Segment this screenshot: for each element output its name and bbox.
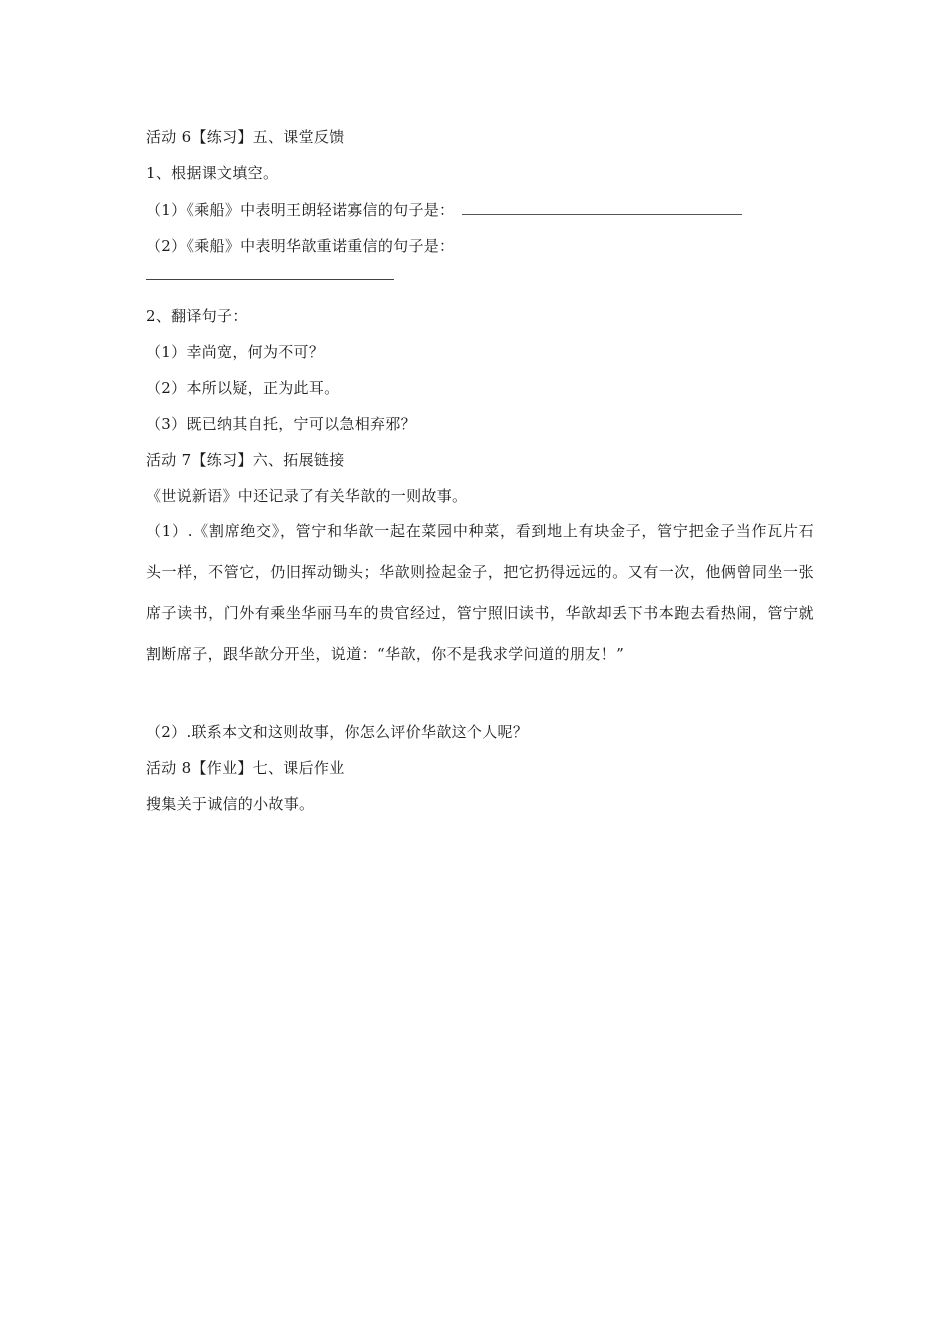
story-paragraph: （1）.《割席绝交》，管宁和华歆一起在菜园中种菜，看到地上有块金子，管宁把金子当作瓦片石头一样，不管它，仍旧挥动锄头；华歆则捡起金子，把它扔得远远的。又有一次，他俩曾同坐一张席子读书，门外有乘坐华丽马车的贵官经过，管宁照旧读书，华歆却丢下书本跑去看热闹，管宁就割断席子，跟华歆分开坐，说道：“华歆，你不是我求学问道的朋友！” [146, 522, 814, 663]
answer-blank-2[interactable] [146, 279, 394, 280]
q1-item1-text: （1）《乘船》中表明王朗轻诺寡信的句子是： [146, 201, 455, 219]
q2-item2: （2）本所以疑，正为此耳。 [146, 379, 340, 397]
answer-blank-1[interactable] [462, 202, 742, 215]
q1-item2-text: （2）《乘船》中表明华歆重诺重信的句子是： [146, 237, 455, 255]
q1-title: 1、根据课文填空。 [146, 164, 279, 182]
q2-item1: （1）幸尚宽，何为不可？ [146, 343, 325, 361]
activity7-heading: 活动 7【练习】六、拓展链接 [146, 451, 345, 469]
q2-item3: （3）既已纳其自托，宁可以急相弃邪？ [146, 415, 416, 433]
q1-item1-row [146, 200, 742, 220]
activity8-heading: 活动 8【作业】七、课后作业 [146, 759, 345, 777]
activity8-task: 搜集关于诚信的小故事。 [146, 795, 315, 813]
q2-title: 2、翻译句子： [146, 307, 248, 325]
activity7-question: （2）.联系本文和这则故事，你怎么评价华歆这个人呢？ [146, 723, 529, 741]
activity7-intro: 《世说新语》中还记录了有关华歆的一则故事。 [146, 487, 468, 505]
activity6-heading: 活动 6【练习】五、课堂反馈 [146, 128, 345, 146]
